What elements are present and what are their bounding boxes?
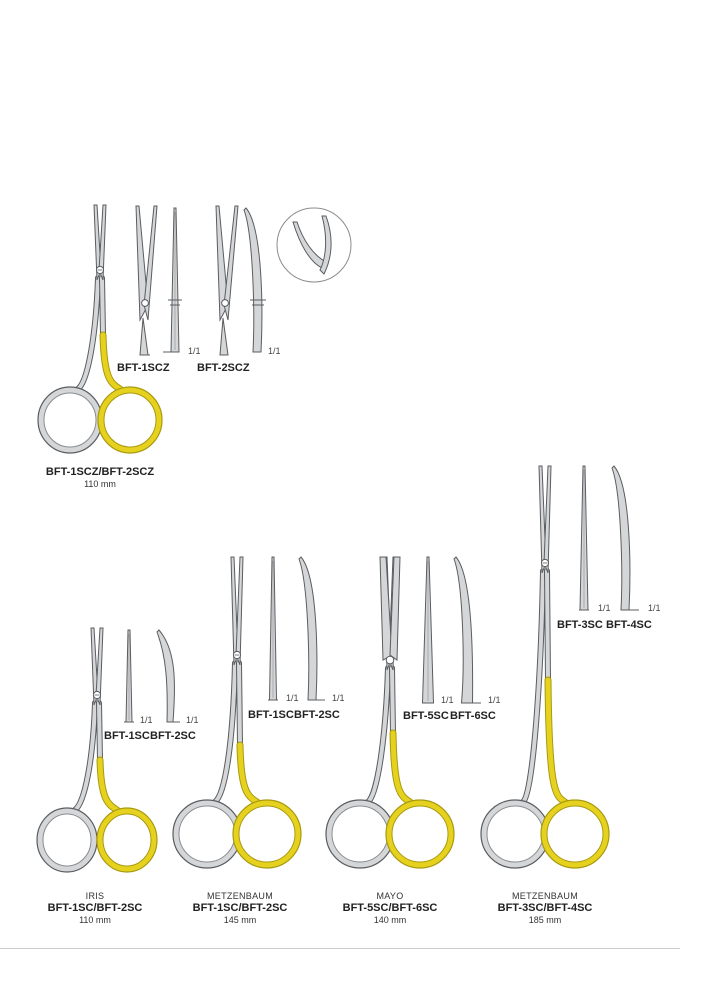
handle-stub (140, 318, 148, 355)
detail-label: BFT-1SC (248, 709, 294, 721)
handle-shank-right-fill (392, 668, 393, 733)
product-caption (465, 890, 625, 926)
product-size: 110 mm (84, 479, 116, 489)
detail-label: BFT-5SC (403, 710, 449, 722)
footer-rule (0, 948, 680, 949)
magnified-tip-circle (277, 208, 351, 282)
product-type: METZENBAUM (512, 891, 578, 901)
detail-label: BFT-1SC (104, 730, 150, 742)
finger-ring-left-hole (179, 806, 235, 862)
scale-label: 1/1 (332, 693, 345, 703)
finger-ring-left-hole (43, 814, 91, 866)
blade-right (544, 466, 551, 573)
product-type: IRIS (85, 891, 105, 901)
blade-detail-curved (612, 466, 630, 610)
product-codes: BFT-1SCZ/BFT-2SCZ (45, 466, 155, 478)
product-type: METZENBAUM (207, 891, 273, 901)
finger-ring-right-hole (103, 814, 151, 866)
finger-ring-left-hole (332, 806, 388, 862)
mayo-blade-wide (390, 557, 400, 660)
detail-label: BFT-1SCZ (117, 362, 170, 374)
gold-shank-fill (393, 733, 410, 802)
blade-detail-curved (157, 630, 175, 722)
scale-label: 1/1 (188, 346, 201, 356)
gold-shank-fill (240, 745, 257, 802)
blade-detail-curved (454, 557, 473, 703)
scale-label: 1/1 (441, 695, 454, 705)
scale-label: 1/1 (268, 346, 281, 356)
product-codes: BFT-5SC/BFT-6SC (342, 902, 438, 914)
blade-right (236, 557, 243, 665)
scale-label: 1/1 (186, 715, 199, 725)
detail-label: BFT-2SCZ (197, 362, 250, 374)
gold-shank-fill (100, 760, 117, 810)
product-caption (310, 890, 470, 926)
product-codes: BFT-1SC/BFT-2SC (47, 902, 143, 914)
product-size: 140 mm (373, 915, 407, 925)
product-caption (20, 466, 180, 490)
product-caption (160, 890, 320, 926)
handle-shank-right-fill (239, 663, 240, 745)
product-size: 185 mm (528, 915, 562, 925)
pivot-screw (142, 300, 149, 307)
handle-shank-right-fill (547, 571, 548, 680)
pivot-screw (222, 300, 229, 307)
detail-label: BFT-2SC (294, 709, 340, 721)
handle-stub (220, 318, 228, 355)
finger-ring-right-hole (392, 806, 448, 862)
detail-label: BFT-2SC (150, 730, 196, 742)
finger-ring-right-hole (547, 806, 603, 862)
handle-shank-right-fill (99, 703, 100, 760)
product-size: 145 mm (223, 915, 257, 925)
finger-ring-left-hole (487, 806, 543, 862)
finger-ring-left-hole (44, 393, 96, 447)
scale-label: 1/1 (286, 693, 299, 703)
product-type: MAYO (376, 891, 404, 901)
detail-label: BFT-6SC (450, 710, 496, 722)
finger-ring-right-hole (104, 393, 156, 447)
blade-detail-curved (299, 557, 317, 700)
handle-shank-right-fill (102, 278, 103, 335)
finger-ring-right-hole (239, 806, 295, 862)
scale-label: 1/1 (140, 715, 153, 725)
detail-label: BFT-4SC (606, 619, 652, 631)
detail-label: BFT-3SC (557, 619, 603, 631)
pivot-screw (386, 656, 394, 664)
blade-detail-curved (244, 208, 262, 352)
product-codes: BFT-3SC/BFT-4SC (497, 902, 593, 914)
scale-label: 1/1 (488, 695, 501, 705)
scale-label: 1/1 (598, 603, 611, 613)
product-size: 110 mm (79, 915, 111, 925)
scale-label: 1/1 (648, 603, 661, 613)
product-codes: BFT-1SC/BFT-2SC (192, 902, 288, 914)
product-caption (15, 890, 175, 926)
